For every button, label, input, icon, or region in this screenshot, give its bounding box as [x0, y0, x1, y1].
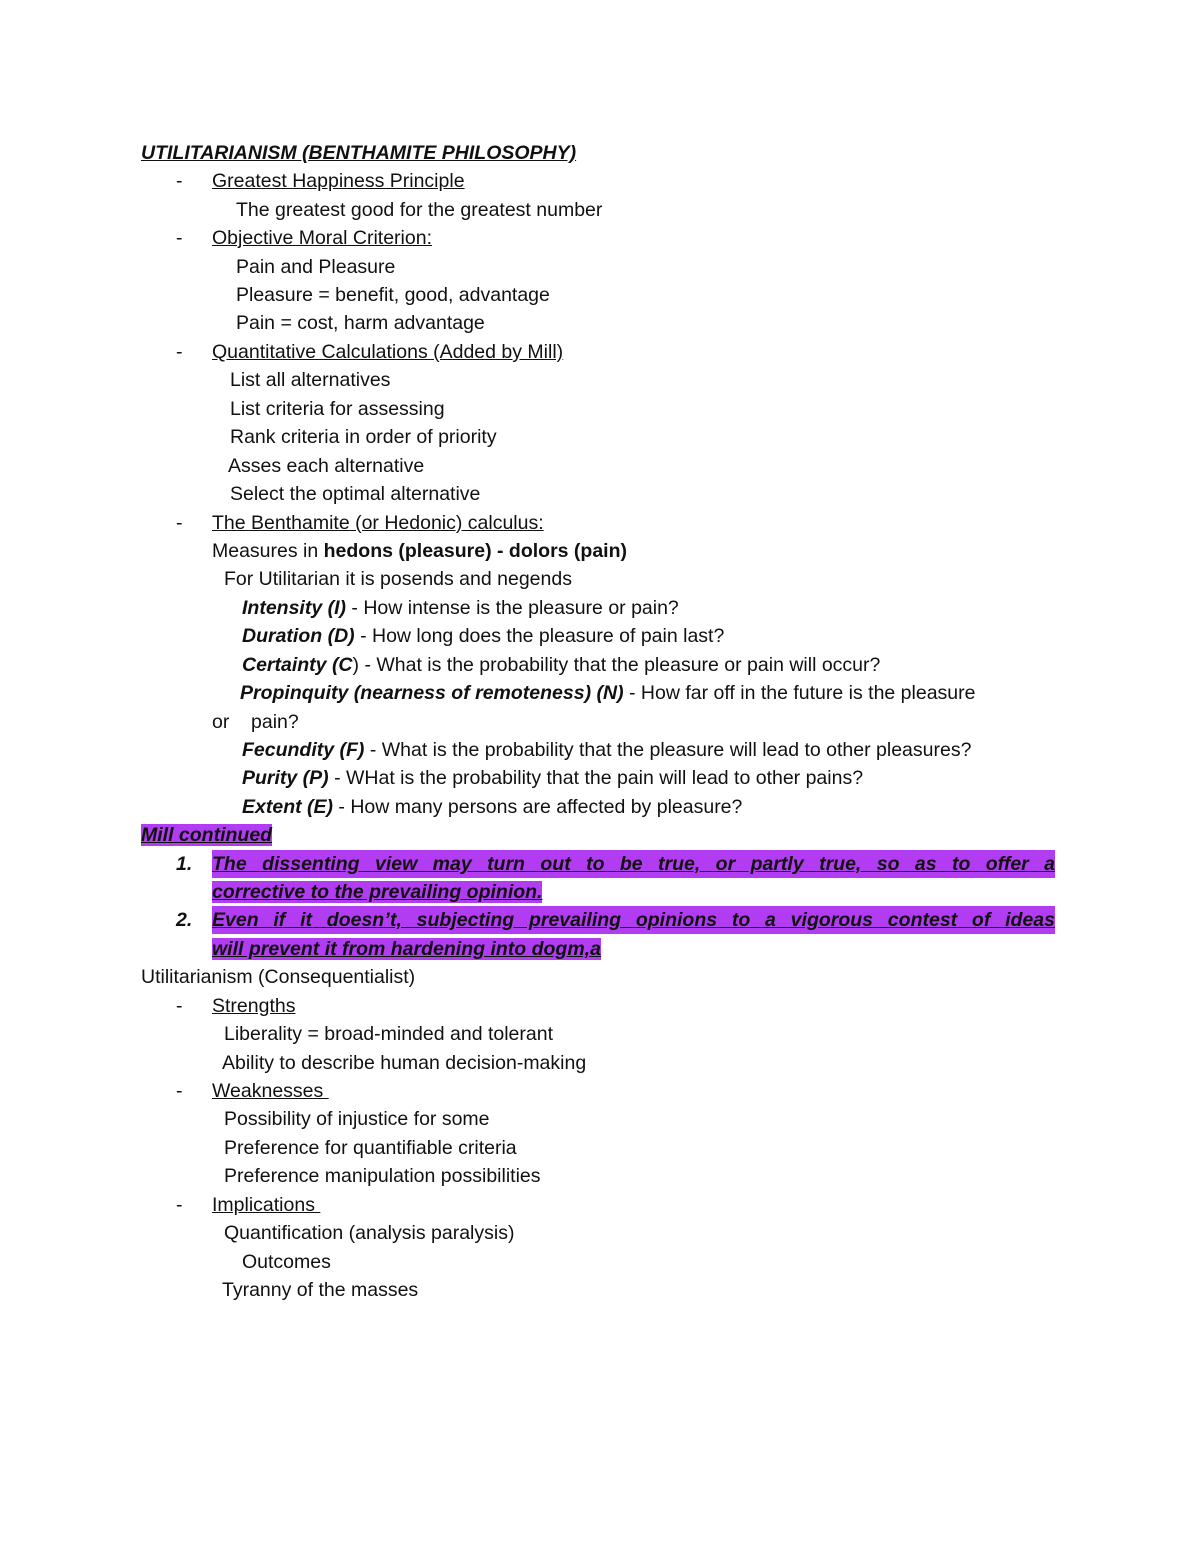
measures-line	[212, 537, 627, 565]
calculus-term: Propinquity (nearness of remoteness) (N)	[240, 682, 624, 704]
calculus-item	[242, 651, 880, 679]
calculus-desc: - WHat is the probability that the pain will lead to other pains?	[328, 767, 864, 789]
mill-item-1-line-2	[212, 878, 542, 906]
calculus-term: Purity (P)	[242, 767, 329, 789]
calculus-item	[242, 764, 863, 792]
mill-item-1-text-2: corrective to the prevailing opinion.	[212, 881, 543, 903]
mill-item-1-line-1	[212, 850, 1055, 878]
calculus-term: Fecundity (F)	[242, 739, 365, 761]
greatest-happiness-text: The greatest good for the greatest number	[236, 199, 603, 221]
propinquity-wrap: or pain?	[212, 711, 299, 733]
weaknesses-line: Possibility of injustice for some	[224, 1108, 490, 1130]
calculus-desc: - How far off in the future is the pleasure	[623, 682, 976, 704]
implications-line: Tyranny of the masses	[222, 1279, 419, 1301]
quantitative-line: Asses each alternative	[228, 455, 425, 477]
quantitative-line: Rank criteria in order of priority	[230, 426, 497, 448]
quantitative-line: Select the optimal alternative	[230, 483, 481, 505]
calculus-item	[242, 736, 971, 764]
measures-prefix: Measures in	[212, 540, 324, 562]
bullet-dash: -	[176, 1194, 183, 1216]
heading-objective-moral: Objective Moral Criterion:	[212, 227, 432, 249]
quantitative-line: List criteria for assessing	[230, 398, 445, 420]
mill-item-2-line-2	[212, 935, 601, 963]
mill-heading	[141, 821, 272, 849]
bullet-dash: -	[176, 341, 183, 363]
bullet-dash: -	[176, 512, 183, 534]
objective-line: Pain and Pleasure	[236, 256, 396, 278]
quantitative-line: List all alternatives	[230, 369, 391, 391]
mill-item-2-line-1	[212, 906, 1055, 934]
bullet-dash: -	[176, 227, 183, 249]
heading-implications: Implications	[212, 1194, 321, 1216]
calculus-desc: - How intense is the pleasure or pain?	[346, 597, 679, 619]
bullet-dash: -	[176, 170, 183, 192]
weaknesses-line: Preference for quantifiable criteria	[224, 1137, 517, 1159]
calculus-term: Extent (E)	[242, 796, 334, 818]
calculus-term: Intensity (I)	[242, 597, 347, 619]
heading-quantitative: Quantitative Calculations (Added by Mill)	[212, 341, 564, 363]
calculus-item	[242, 622, 724, 650]
calculus-item	[242, 793, 742, 821]
mill-item-number: 2.	[176, 909, 193, 931]
posends-line: For Utilitarian it is posends and negends	[224, 568, 572, 590]
bullet-dash: -	[176, 1080, 183, 1102]
calculus-item	[242, 594, 679, 622]
calculus-desc: ) - What is the probability that the pleasure or pain will occur?	[352, 654, 881, 676]
heading-weaknesses: Weaknesses	[212, 1080, 329, 1102]
mill-item-1-text: The dissenting view may turn out to be true, or partly true, so as to offer a	[212, 853, 1055, 875]
mill-item-2-text: Even if it doesn’t, subjecting prevailing opinions to a vigorous contest of ideas	[212, 909, 1055, 931]
objective-line: Pain = cost, harm advantage	[236, 312, 485, 334]
weaknesses-line: Preference manipulation possibilities	[224, 1165, 541, 1187]
strengths-line: Ability to describe human decision-making	[222, 1052, 587, 1074]
calculus-desc: - How many persons are affected by pleasure?	[333, 796, 743, 818]
calculus-item	[240, 679, 975, 707]
mill-item-2-text-2: will prevent it from hardening into dogm,a	[212, 938, 601, 960]
mill-heading-text: Mill continued	[141, 824, 273, 846]
implications-line: Quantification (analysis paralysis)	[224, 1222, 515, 1244]
objective-line: Pleasure = benefit, good, advantage	[236, 284, 550, 306]
calculus-desc: - How long does the pleasure of pain last?	[354, 625, 725, 647]
calculus-term: Duration (D)	[242, 625, 355, 647]
document-title: UTILITARIANISM (BENTHAMITE PHILOSOPHY)	[141, 142, 577, 164]
calculus-desc: - What is the probability that the pleasure will lead to other pleasures?	[364, 739, 972, 761]
mill-item-number: 1.	[176, 853, 193, 875]
heading-greatest-happiness: Greatest Happiness Principle	[212, 170, 465, 192]
calculus-term: Certainty (C	[242, 654, 353, 676]
strengths-line: Liberality = broad-minded and tolerant	[224, 1023, 553, 1045]
heading-strengths: Strengths	[212, 995, 296, 1017]
implications-line: Outcomes	[242, 1251, 331, 1273]
bullet-dash: -	[176, 995, 183, 1017]
heading-calculus: The Benthamite (or Hedonic) calculus:	[212, 512, 544, 534]
section2-title: Utilitarianism (Consequentialist)	[141, 966, 416, 988]
measures-units: hedons (pleasure) - dolors (pain)	[323, 540, 627, 562]
